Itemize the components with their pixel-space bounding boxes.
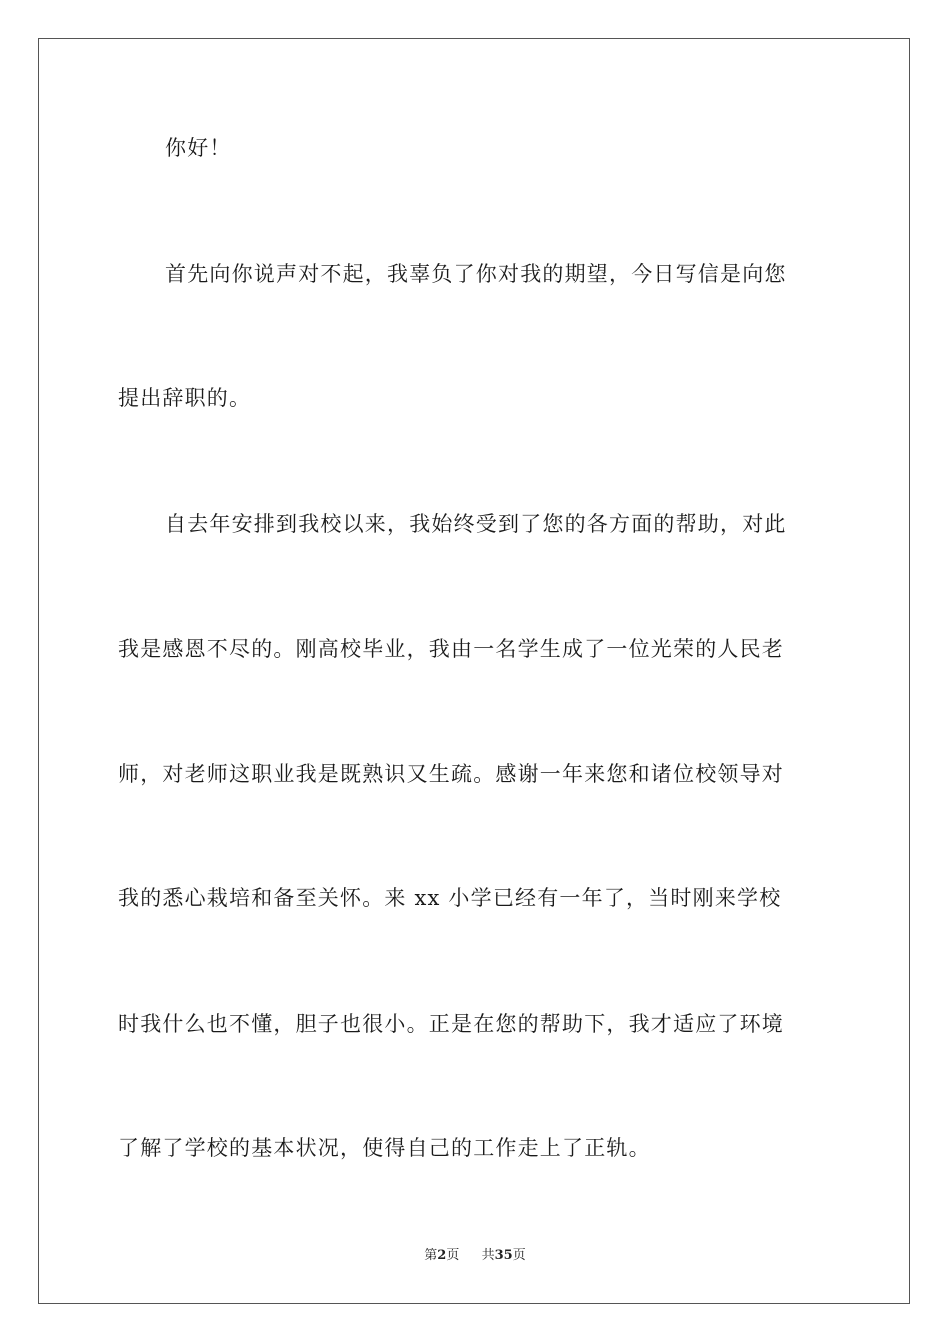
page-footer	[0, 1247, 950, 1265]
greeting-line: 你好！	[165, 136, 232, 160]
paragraph-1-line-1: 首先向你说声对不起，我辜负了你对我的期望，今日写信是向您	[165, 262, 787, 286]
paragraph-2-line-1: 自去年安排到我校以来，我始终受到了您的各方面的帮助，对此	[165, 512, 787, 536]
paragraph-2-line-2: 我是感恩不尽的。刚高校毕业，我由一名学生成了一位光荣的人民老	[118, 637, 784, 661]
paragraph-2-line-6: 了解了学校的基本状况，使得自己的工作走上了正轨。	[118, 1136, 651, 1160]
total-pages-label: 共35页	[481, 1248, 526, 1263]
paragraph-2-line-5: 时我什么也不懂，胆子也很小。正是在您的帮助下，我才适应了环境	[118, 1012, 784, 1036]
page-number-label: 第2页	[424, 1248, 460, 1263]
page-border	[38, 38, 910, 1304]
paragraph-2-line-4: 我的悉心栽培和备至关怀。来 xx 小学已经有一年了，当时刚来学校	[118, 886, 782, 910]
paragraph-2-line-3: 师，对老师这职业我是既熟识又生疏。感谢一年来您和诸位校领导对	[118, 762, 784, 786]
paragraph-1-line-2: 提出辞职的。	[118, 386, 252, 410]
